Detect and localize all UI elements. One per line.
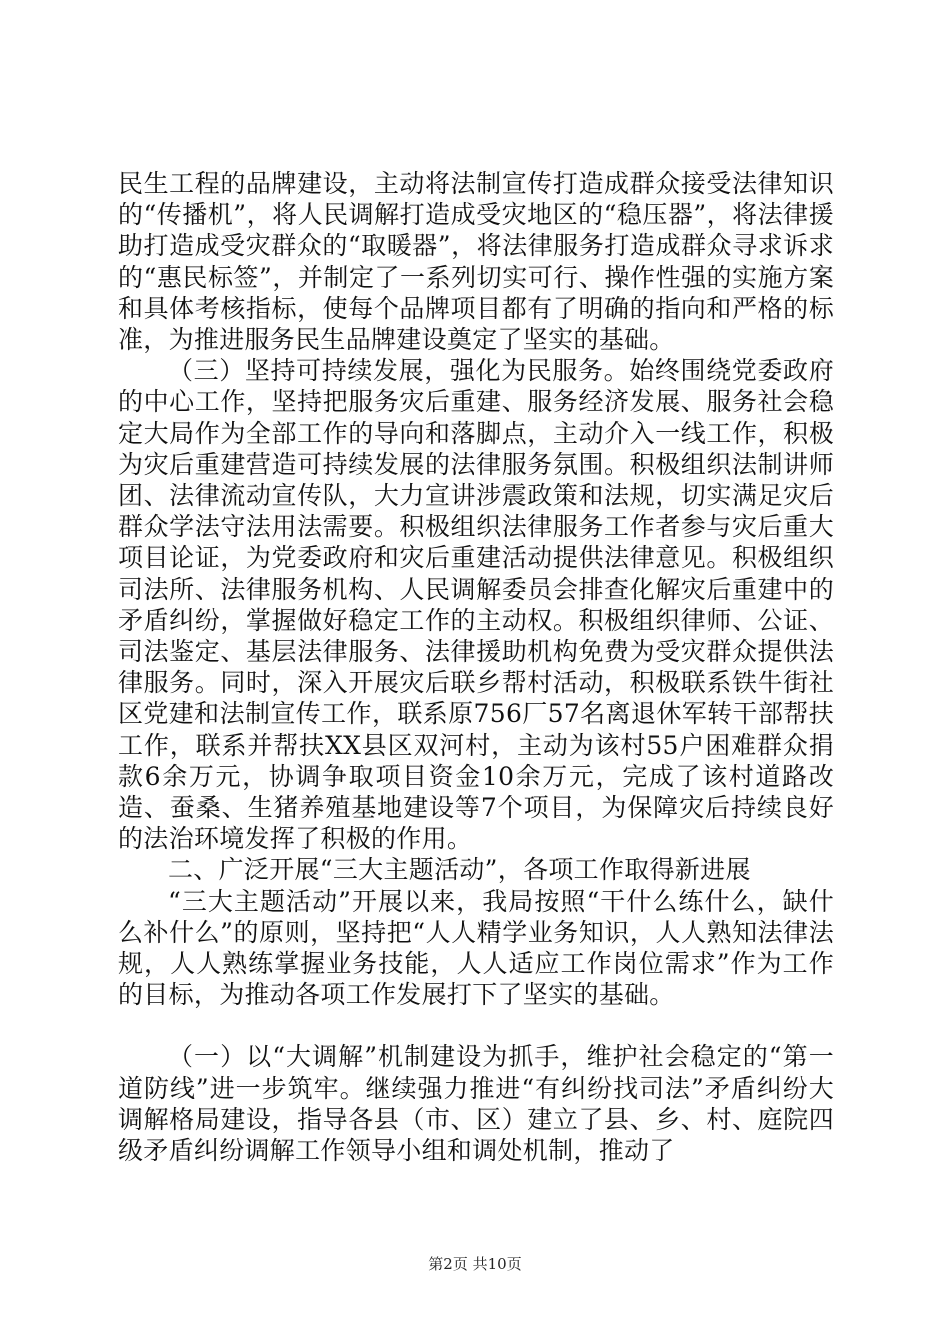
body-text (118, 168, 834, 1166)
paragraph-section-one: （一）以“大调解”机制建设为抓手，维护社会稳定的“第一道防线”进一步筑牢。继续强力推进“有纠纷找司法”矛盾纠纷大调解格局建设，指导各县（市、区）建立了县、乡、村、庭院四级矛盾纠纷调解工作领导小组和调处机制，推动了 (118, 1042, 834, 1166)
section-heading-two: 二、广泛开展“三大主题活动”，各项工作取得新进展 (168, 855, 751, 885)
paragraph-section-three: （三）坚持可持续发展，强化为民服务。始终围绕党委政府的中心工作，坚持把服务灾后重建、服务经济发展、服务社会稳定大局作为全部工作的导向和落脚点，主动介入一线工作，积极为灾后重建营造可持续发展的法律服务氛围。积极组织法制讲师团、法律流动宣传队，大力宣讲涉震政策和法规，切实满足灾后群众学法守法用法需要。积极组织法律服务工作者参与灾后重大项目论证，为党委政府和灾后重建活动提供法律意见。积极组织司法所、法律服务机构、人民调解委员会排查化解灾后重建中的矛盾纠纷，掌握做好稳定工作的主动权。积极组织律师、公证、司法鉴定、基层法律服务、法律援助机构免费为受灾群众提供法律服务。同时，深入开展灾后联乡帮村活动，积极联系铁牛街社区党建和法制宣传工作，联系原756厂57名离退休军转干部帮扶工作，联系并帮扶XX县区双河村，主动为该村55户困难群众捐款6余万元，协调争取项目资金10余万元，完成了该村道路改造、蚕桑、生猪养殖基地建设等7个项目，为保障灾后持续良好的法治环境发挥了积极的作用。 (118, 356, 834, 854)
paragraph-activities: “三大主题活动”开展以来，我局按照“干什么练什么，缺什么补什么”的原则，坚持把“人人精学业务知识，人人熟知法律法规，人人熟练掌握业务技能，人人适应工作岗位需求”作为工作的目标，为推动各项工作发展打下了坚实的基础。 (118, 886, 834, 1010)
page-footer: 第2页 共10页 (428, 1255, 522, 1273)
paragraph-continuation: 民生工程的品牌建设，主动将法制宣传打造成群众接受法律知识的“传播机”，将人民调解打造成受灾地区的“稳压器”，将法律援助打造成受灾群众的“取暖器”，将法律服务打造成群众寻求诉求的“惠民标签”，并制定了一系列切实可行、操作性强的实施方案和具体考核指标，使每个品牌项目都有了明确的指向和严格的标准，为推进服务民生品牌建设奠定了坚实的基础。 (118, 169, 834, 355)
